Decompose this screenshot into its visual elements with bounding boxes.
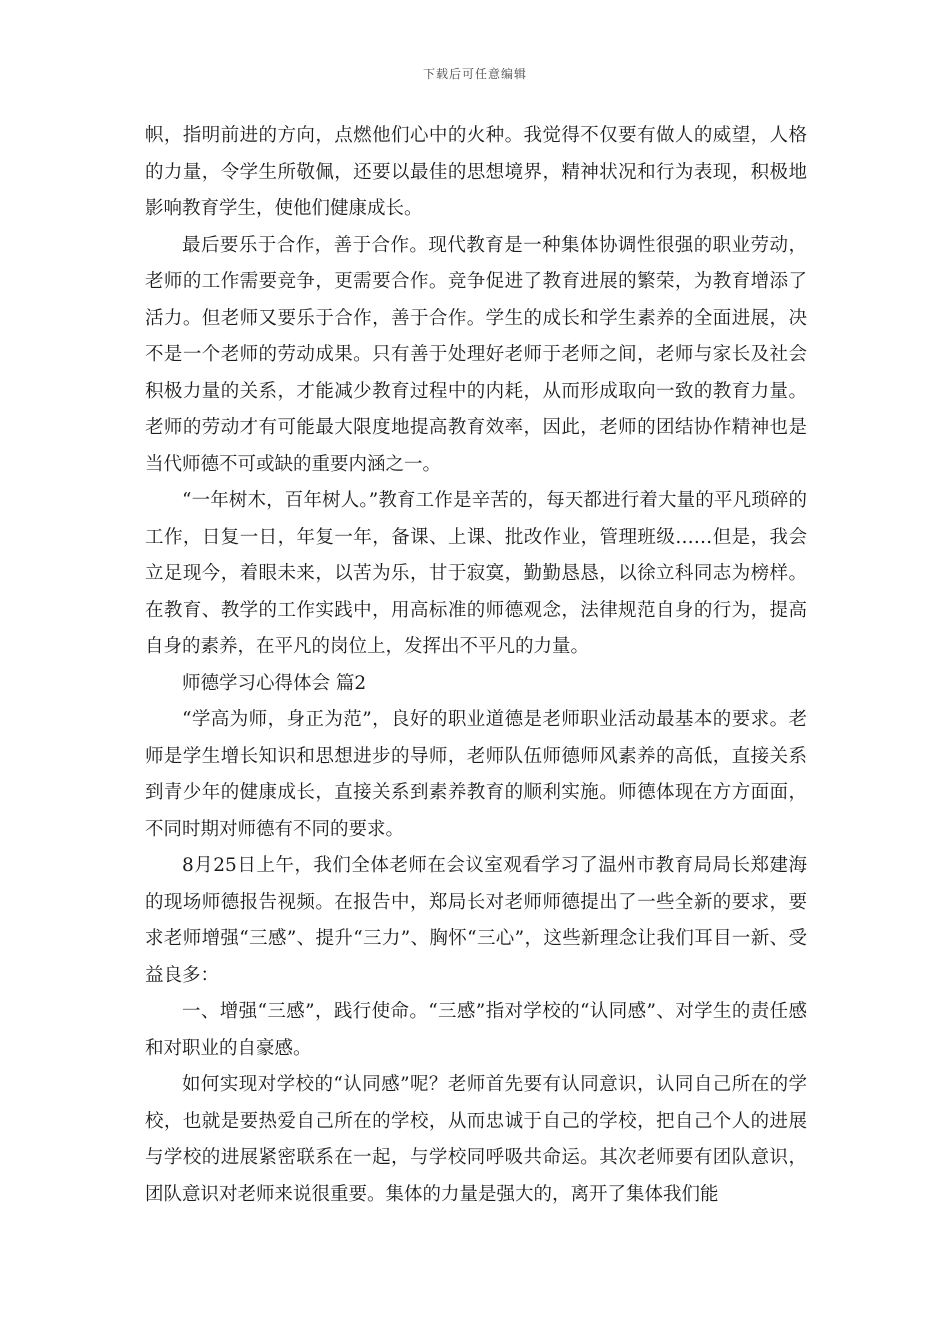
paragraph: 一、增强“三感”，践行使命。“三感”指对学校的“认同感”、对学生的责任感和对职业的自豪感。 xyxy=(145,1001,807,1059)
paragraph: 帜，指明前进的方向，点燃他们心中的火种。我觉得不仅要有做人的威望，人格的力量，令学生所敬佩，还要以最佳的思想境界，精神状况和行为表现，积极地影响教育学生，使他们健康成长。 xyxy=(145,125,807,219)
document-body xyxy=(145,118,807,1213)
paragraph: 如何实现对学校的“认同感”呢？老师首先要有认同意识，认同自己所在的学校，也就是要热爱自己所在的学校，从而忠诚于自己的学校，把自己个人的进展与学校的进展紧密联系在一起，与学校同呼吸共命运。其次老师要有团队意识，团队意识对老师来说很重要。集体的力量是强大的，离开了集体我们能 xyxy=(145,1074,807,1205)
page-header: 下载后可任意编辑 xyxy=(422,67,527,81)
paragraph: “一年树木，百年树人。”教育工作是辛苦的，每天都进行着大量的平凡琐碎的工作，日复一日，年复一年，备课、上课、批改作业，管理班级……但是，我会立足现今，着眼未来，以苦为乐，甘于寂寞，勤勤恳恳，以徐立科同志为榜样。在教育、教学的工作实践中，用高标准的师德观念，法律规范自身的行为，提高自身的素养，在平凡的岗位上，发挥出不平凡的力量。 xyxy=(145,490,807,657)
section-title: 师德学习心得体会 篇2 xyxy=(182,672,367,694)
paragraph: 8月25日上午，我们全体老师在会议室观看学习了温州市教育局局长郑建海的现场师德报告视频。在报告中，郑局长对老师师德提出了一些全新的要求，要求老师增强“三感”、提升“三力”、胸怀“三心”，这些新理念让我们耳目一新、受益良多： xyxy=(145,855,807,986)
paragraph: 最后要乐于合作，善于合作。现代教育是一种集体协调性很强的职业劳动，老师的工作需要竞争，更需要合作。竞争促进了教育进展的繁荣，为教育增添了活力。但老师又要乐于合作，善于合作。学生的成长和学生素养的全面进展，决不是一个老师的劳动成果。只有善于处理好老师于老师之间，老师与家长及社会积极力量的关系，才能减少教育过程中的内耗，从而形成取向一致的教育力量。老师的劳动才有可能最大限度地提高教育效率，因此，老师的团结协作精神也是当代师德不可或缺的重要内涵之一。 xyxy=(145,234,807,475)
paragraph: “学高为师，身正为范”，良好的职业道德是老师职业活动最基本的要求。老师是学生增长知识和思想进步的导师，老师队伍师德师风素养的高低，直接关系到青少年的健康成长，直接关系到素养教育的顺利实施。师德体现在方方面面，不同时期对师德有不同的要求。 xyxy=(145,709,807,840)
